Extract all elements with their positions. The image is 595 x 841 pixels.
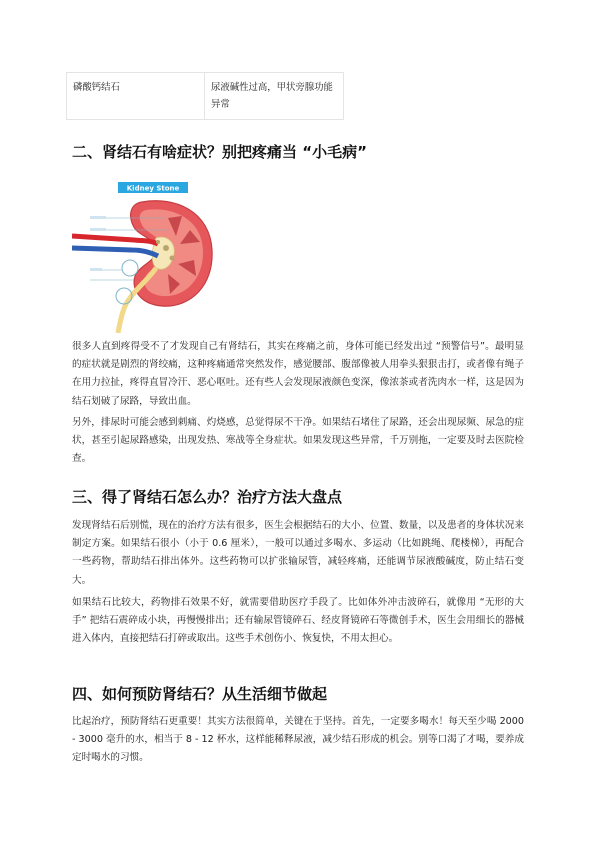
stone-type-table [66,72,344,120]
stone-mark [156,240,160,244]
section-heading-prevention: 四、如何预防肾结石？从生活细节做起 [72,685,328,703]
stone-mark [170,256,175,261]
kidney-stone-figure [72,178,232,333]
paragraph-symptoms-2: 另外，排尿时可能会感到刺痛、灼烧感，总觉得尿不干净。如果结石堵住了尿路，还会出现尿频、尿急的症状，甚至引起尿路感染，出现发热、寒战等全身症状。如果发现这些异常，千万别拖，一定要及时去医院检查。 [72,417,524,465]
paragraph-treatment-1: 发现肾结石后别慌，现在的治疗方法有很多，医生会根据结石的大小、位置、数量，以及患者的身体状况来制定方案。如果结石很小（小于 0.6 厘米），一般可以通过多喝水、多运动（比如跳绳、爬楼梯），再配合一些药物，帮助结石排出体外。这些药物可以扩张输尿管，减轻疼痛，还能调节尿液酸碱度，防止结石变大。 [72,520,524,586]
table-cell-cause: 尿液碱性过高，甲状旁腺功能异常 [205,73,344,120]
table-row [67,73,344,120]
table-cell-type: 磷酸钙结石 [67,73,205,120]
section-heading-symptoms: 二、肾结石有啥症状？别把疼痛当 “小毛病” [72,143,367,161]
figure-caption: Kidney Stone [126,184,180,193]
stone-mark [163,245,169,251]
section-heading-treatment: 三、得了肾结石怎么办？治疗方法大盘点 [72,488,343,506]
paragraph-treatment-2: 如果结石比较大，药物排石效果不好，就需要借助医疗手段了。比如体外冲击波碎石，就像用 “无形的大手” 把结石震碎成小块，再慢慢排出；还有输尿管镜碎石、经皮肾镜碎石等微创手术，医生会用细长的器械进入体内，直接把结石打碎或取出。这些手术创伤小、恢复快，不用太担心。 [72,597,524,645]
kidney-stone-illustration [72,178,232,333]
paragraph-prevention-1: 比起治疗，预防肾结石更重要！其实方法很简单，关键在于坚持。首先，一定要多喝水！每天至少喝 2000 - 3000 毫升的水，相当于 8 - 12 杯水，这样能稀释尿液，减少结石形成的机会。别等口渴了才喝，要养成定时喝水的习惯。 [72,716,524,764]
paragraph-symptoms-1: 很多人直到疼得受不了才发现自己有肾结石，其实在疼痛之前，身体可能已经发出过 “预警信号”。最明显的症状就是剧烈的肾绞痛，这种疼痛通常突然发作，感觉腰部、腹部像被人用拳头狠狠击打，或者像有绳子在用力拉扯，疼得直冒冷汗、恶心呕吐。还有些人会发现尿液颜色变深，像浓茶或者洗肉水一样，这是因为结石划破了尿路，导致出血。 [72,341,524,407]
